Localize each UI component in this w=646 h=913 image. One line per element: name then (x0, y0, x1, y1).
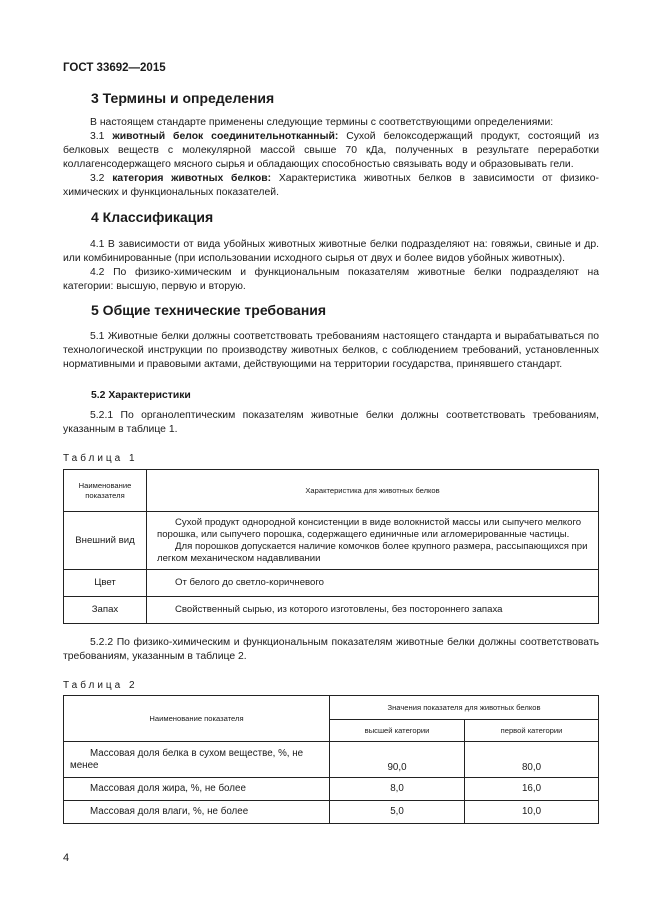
term-3-2-definition: Характеристика животных белков в зависимости от физико-химических и функциональных показателей. (63, 173, 600, 198)
term-3-2-term: категория животных белков: (112, 173, 272, 184)
table-2 (63, 695, 599, 824)
table-1-header-characteristic: Характеристика для животных белков (147, 470, 599, 512)
table-1-cell-name: Цвет (64, 570, 147, 597)
table-1-cell-name: Внешний вид (64, 512, 147, 570)
table-2-header-first: первой категории (465, 720, 599, 742)
table-1-cell-text-2: Для порошков допускается наличие комочков более крупного размера, рассыпающихся при легком механическом надавливании (157, 540, 588, 564)
table-1-header-name: Наименование показателя (64, 470, 147, 512)
table-2-cell-high: 5,0 (330, 801, 465, 824)
table-row (64, 801, 599, 824)
table-2-cell-name: Массовая доля белка в сухом веществе, %, не менее (64, 742, 330, 778)
table-row (64, 597, 599, 624)
paragraph-5-2-2: 5.2.2 По физико-химическим и функциональным показателям животные белки должны соответствовать требованиям, указанным в таблице 2. (63, 637, 599, 662)
subsection-5-2-title: 5.2 Характеристики (91, 390, 191, 401)
document-header: ГОСТ 33692—2015 (63, 62, 166, 74)
table-row (64, 512, 599, 570)
term-3-1 (63, 130, 599, 172)
section-3-title: 3 Термины и определения (91, 90, 275, 106)
term-3-1-term: животный белок соединительнотканный: (112, 131, 339, 142)
paragraph-4-2: 4.2 По физико-химическим и функциональным показателям животные белки подразделяют на категории: высшую, первую и вторую. (63, 267, 599, 292)
table-2-cell-name: Массовая доля влаги, %, не более (64, 801, 330, 824)
table-2-cell-first: 16,0 (465, 778, 599, 801)
table-2-cell-high: 90,0 (330, 742, 465, 778)
term-3-2-number: 3.2 (90, 173, 105, 184)
table-1 (63, 469, 599, 624)
table-row (64, 778, 599, 801)
table-1-cell-value (147, 512, 599, 570)
term-3-1-number: 3.1 (90, 131, 105, 142)
section-5-title: 5 Общие технические требования (91, 302, 327, 318)
section-3-intro: В настоящем стандарте применены следующие термины с соответствующими определениями: (90, 117, 554, 128)
table-1-cell-name: Запах (64, 597, 147, 624)
table-2-header-high: высшей категории (330, 720, 465, 742)
table-1-caption: Таблица 1 (63, 453, 138, 464)
term-3-2 (63, 172, 599, 200)
table-row (64, 742, 599, 778)
table-2-caption: Таблица 2 (63, 680, 138, 691)
paragraph-5-2-1: 5.2.1 По органолептическим показателям животные белки должны соответствовать требованиям, указанным в таблице 1. (63, 410, 599, 435)
table-2-header-values: Значения показателя для животных белков (330, 696, 599, 720)
table-2-cell-high: 8,0 (330, 778, 465, 801)
term-3-1-definition: Сухой белоксодержащий продукт, состоящий из белковых веществ с молекулярной массой свыше 70 кДа, полученных в результате переработки коллагенсодержащего мясного сырья и обладающих способностью связывать воду и образовывать гели. (63, 131, 599, 170)
table-row (64, 570, 599, 597)
table-2-header-name: Наименование показателя (64, 696, 330, 742)
table-1-cell-value: Свойственный сырью, из которого изготовлены, без постороннего запаха (147, 597, 599, 624)
page-number: 4 (63, 852, 70, 864)
table-2-cell-first: 10,0 (465, 801, 599, 824)
paragraph-5-1: 5.1 Животные белки должны соответствовать требованиям настоящего стандарта и вырабатываться по технологической инструкции по производству животных белков, с соблюдением требований, установленных нормативными и правовыми актами, действующими на территории государства, принявшего стандарт. (63, 331, 599, 370)
table-1-cell-value: От белого до светло-коричневого (147, 570, 599, 597)
table-2-cell-first: 80,0 (465, 742, 599, 778)
table-2-cell-name: Массовая доля жира, %, не более (64, 778, 330, 801)
section-4-title: 4 Классификация (91, 209, 214, 225)
paragraph-4-1: 4.1 В зависимости от вида убойных животных животные белки подразделяют на: говяжьи, свиные и др. или комбинированные (при использовании исходного сырья от двух и более видов убойных животных). (63, 239, 599, 264)
table-1-cell-text-1: Сухой продукт однородной консистенции в виде волокнистой массы или сыпучего мелкого порошка, или сыпучего порошка, содержащего единичные или агломерированные частицы. (157, 516, 582, 540)
